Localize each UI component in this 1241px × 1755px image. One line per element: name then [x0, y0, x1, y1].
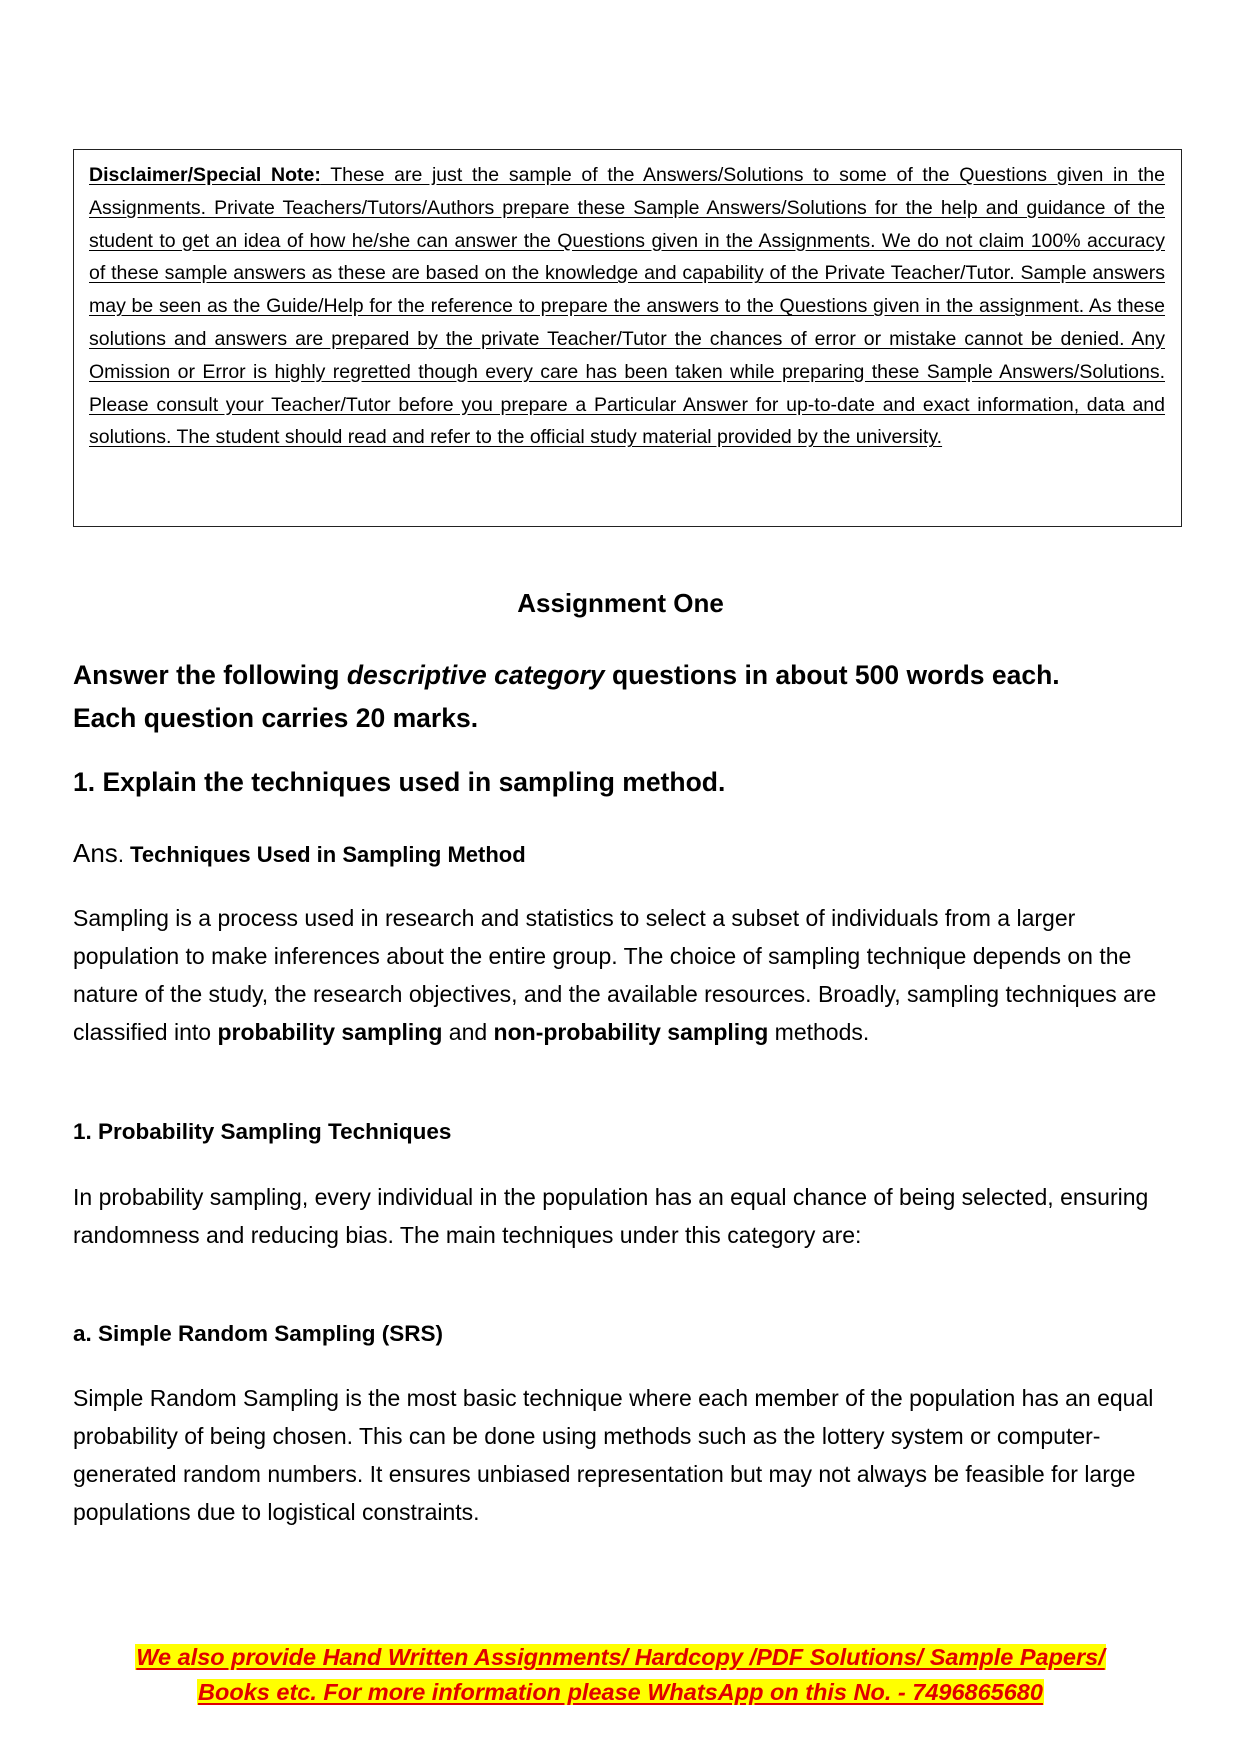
- disclaimer-body: These are just the sample of the Answers/Solutions to some of the Questions given in the Assignments. Private Teachers/Tutors/Authors prepare these Sample Answers/Solutions for the help and guidance of the student to get an idea of how he/she can answer the Questions given in the Assignments. We do not claim 100% accuracy of these sample answers as these are based on the knowledge and capability of the Private Teacher/Tutor. Sample answers may be seen as the Guide/Help for the reference to prepare the answers to the Questions given in the assignment. As these solutions and answers are prepared by the private Teacher/Tutor the chances of error or mistake cannot be denied. Any Omission or Error is highly regretted though every care has been taken while preparing these Sample Answers/Solutions. Please consult your Teacher/Tutor before you prepare a Particular Answer for up-to-date and exact information, data and solutions. The student should read and refer to the official study material provided by the university.: [89, 164, 1166, 449]
- answer-prefix: Ans: [73, 838, 118, 868]
- intro-text: and: [442, 1019, 494, 1045]
- instructions-emphasis: descriptive category: [346, 660, 605, 690]
- section-heading-probability: 1. Probability Sampling Techniques: [73, 1119, 452, 1144]
- section-paragraph-probability: In probability sampling, every individual in the population has an equal chance of being selected, ensuring randomness and reducing bias. The main techniques under this category are:: [73, 1184, 1149, 1248]
- answer-heading: [73, 838, 526, 869]
- answer-dot: .: [117, 842, 131, 867]
- intro-bold-non-probability: non-probability sampling: [493, 1019, 769, 1045]
- instructions-line2: Each question carries 20 marks.: [73, 703, 479, 733]
- subsection-heading-srs: a. Simple Random Sampling (SRS): [73, 1321, 444, 1346]
- disclaimer-label: Disclaimer/Special Note:: [89, 164, 321, 186]
- footer-line2: Books etc. For more information please WhatsApp on this No. - 7496865680: [198, 1679, 1043, 1705]
- intro-text: Sampling is a process used in research and statistics to select a subset of individuals from a larger population to make inferences about the entire group. The choice of sampling technique depends on the nature of the study, the research objectives, and the available resources. Broadly, sampling techniques are classified into: [73, 905, 1157, 1045]
- answer-title: Techniques Used in Sampling Method: [130, 842, 526, 867]
- assignment-title: Assignment One: [517, 588, 724, 618]
- subsection-paragraph-srs: Simple Random Sampling is the most basic technique where each member of the population has an equal probability of being chosen. This can be done using methods such as the lottery system or computer-generated random numbers. It ensures unbiased representation but may not always be feasible for large populations due to logistical constraints.: [73, 1385, 1154, 1525]
- question-heading: 1. Explain the techniques used in sampling method.: [73, 767, 726, 797]
- disclaimer-box: [73, 149, 1182, 527]
- footer-advert: [0, 1640, 1241, 1710]
- intro-text: methods.: [768, 1019, 870, 1045]
- instructions-part1: Answer the following: [73, 660, 347, 690]
- intro-paragraph: [73, 899, 1183, 1051]
- instructions-part2: questions in about 500 words each.: [604, 660, 1060, 690]
- instructions: [73, 654, 1193, 740]
- footer-line1: We also provide Hand Written Assignments/ Hardcopy /PDF Solutions/ Sample Papers/: [136, 1644, 1105, 1670]
- intro-bold-probability: probability sampling: [217, 1019, 443, 1045]
- disclaimer-text: [89, 159, 1165, 454]
